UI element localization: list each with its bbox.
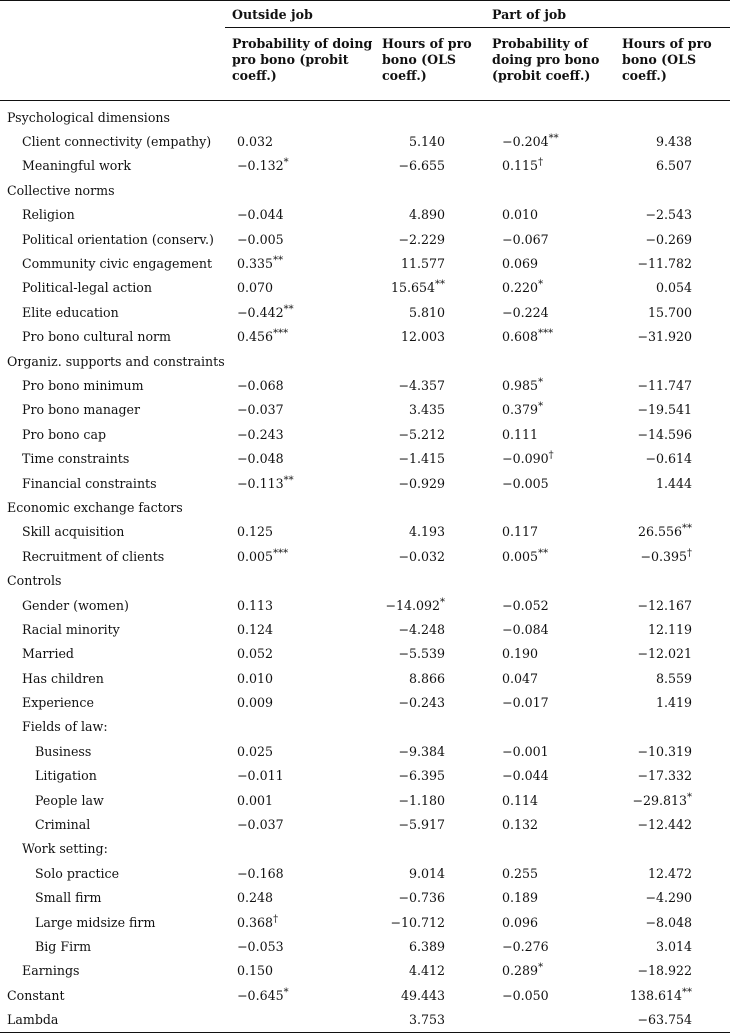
cell-part-probability: −0.044 xyxy=(502,768,549,784)
row-label: Pro bono manager xyxy=(22,402,141,418)
row-label: Has children xyxy=(22,670,104,686)
cell-outside-hours: 12.003 xyxy=(400,329,446,345)
cell-part-probability xyxy=(485,1007,615,1032)
cell-part-hours: −2.543 xyxy=(645,207,693,223)
cell-outside-probability: −0.037 xyxy=(237,402,284,418)
cell-outside-probability: −0.044 xyxy=(237,207,284,223)
cell-outside-probability: −0.005 xyxy=(237,231,284,247)
cell-outside-hours: 49.443 xyxy=(400,987,446,1003)
cell-outside-hours: 3.435 xyxy=(408,402,446,418)
row-label: Solo practice xyxy=(35,865,120,881)
cell-outside-hours xyxy=(375,101,485,130)
table-row xyxy=(0,666,730,690)
row-label: Work setting: xyxy=(22,841,108,857)
cell-outside-probability: 0.125 xyxy=(237,524,274,540)
row-label: Gender (women) xyxy=(22,597,129,613)
cell-outside-hours: 4.890 xyxy=(408,207,446,223)
table-row xyxy=(0,959,730,983)
row-label: Religion xyxy=(22,207,75,223)
cell-outside-hours: −2.229 xyxy=(398,231,446,247)
cell-part-hours xyxy=(615,349,730,373)
cell-outside-hours: −4.357 xyxy=(398,377,446,393)
row-label: Controls xyxy=(7,573,62,589)
cell-part-hours: −18.922 xyxy=(637,963,693,979)
cell-outside-probability: 0.001 xyxy=(237,792,274,808)
table-row xyxy=(0,471,730,495)
cell-part-probability xyxy=(485,101,615,130)
cell-outside-hours: −5.212 xyxy=(398,426,446,442)
row-label: Constant xyxy=(7,987,65,1003)
table-row xyxy=(0,544,730,568)
cell-part-hours: −0.269 xyxy=(645,231,693,247)
row-label: Earnings xyxy=(22,963,80,979)
cell-part-hours: −0.614 xyxy=(645,451,693,467)
cell-part-probability: −0.224 xyxy=(502,304,549,320)
table-row xyxy=(0,129,730,153)
cell-outside-hours: 9.014 xyxy=(408,865,446,881)
cell-part-probability: 0.189 xyxy=(502,890,539,906)
row-label: Lambda xyxy=(0,1007,225,1032)
cell-part-hours xyxy=(615,715,730,739)
table-row xyxy=(0,1007,730,1032)
cell-part-probability: −0.204** xyxy=(502,133,559,150)
cell-outside-probability xyxy=(225,1007,375,1032)
cell-part-hours: 26.556** xyxy=(637,523,693,540)
cell-part-hours: −12.442 xyxy=(637,817,693,833)
cell-outside-probability: −0.048 xyxy=(237,451,284,467)
row-label: Pro bono minimum xyxy=(22,377,144,393)
cell-outside-hours: 15.654** xyxy=(390,279,446,296)
cell-outside-probability: −0.053 xyxy=(237,938,284,954)
cell-part-probability: 0.117 xyxy=(502,524,539,540)
cell-part-probability: 0.379* xyxy=(502,401,544,418)
row-label: Small firm xyxy=(35,890,102,906)
group-outside-job: Outside job xyxy=(225,1,485,28)
cell-part-hours: −4.290 xyxy=(645,890,693,906)
table-row xyxy=(0,568,730,592)
cell-part-probability: −0.017 xyxy=(502,695,549,711)
row-label: Recruitment of clients xyxy=(22,548,165,564)
table-row xyxy=(0,276,730,300)
row-label: Criminal xyxy=(35,817,91,833)
table-row xyxy=(0,886,730,910)
cell-part-probability: 0.255 xyxy=(502,865,539,881)
cell-part-probability: 0.111 xyxy=(502,426,539,442)
cell-outside-probability: 0.032 xyxy=(237,134,274,150)
cell-outside-probability: −0.068 xyxy=(237,377,284,393)
cell-part-hours: −11.782 xyxy=(637,256,693,272)
cell-part-hours xyxy=(615,178,730,202)
table-row xyxy=(0,739,730,763)
cell-part-probability: −0.067 xyxy=(502,231,549,247)
table-header xyxy=(0,1,730,101)
row-label: Litigation xyxy=(35,768,97,784)
row-label: Large midsize firm xyxy=(35,914,156,930)
cell-outside-probability xyxy=(225,178,375,202)
cell-part-probability: 0.608*** xyxy=(502,328,554,345)
row-label: Organiz. supports and constraints xyxy=(7,353,225,369)
row-label: Skill acquisition xyxy=(22,524,125,540)
cell-part-probability: 0.190 xyxy=(502,646,539,662)
cell-outside-hours: −9.384 xyxy=(398,743,446,759)
cell-outside-probability xyxy=(225,715,375,739)
row-label: Political-legal action xyxy=(22,280,152,296)
cell-part-hours: 1.419 xyxy=(655,695,693,711)
cell-part-probability xyxy=(485,495,615,519)
table-row xyxy=(0,373,730,397)
table-row xyxy=(0,934,730,958)
cell-outside-hours: −6.655 xyxy=(398,158,446,174)
row-label: Client connectivity (empathy) xyxy=(22,134,212,150)
cell-outside-hours: −0.736 xyxy=(398,890,446,906)
cell-part-probability xyxy=(485,178,615,202)
col-header-part-hours: Hours of pro bono (OLS coeff.) xyxy=(615,28,730,101)
cell-outside-hours: 4.193 xyxy=(408,524,446,540)
cell-part-probability: 0.985* xyxy=(502,376,544,393)
row-label: Experience xyxy=(22,695,94,711)
table-row xyxy=(0,861,730,885)
table-row xyxy=(0,349,730,373)
row-label: Big Firm xyxy=(35,938,92,954)
cell-part-probability: 0.114 xyxy=(502,792,539,808)
cell-part-probability: −0.050 xyxy=(502,987,549,1003)
cell-outside-hours: −10.712 xyxy=(390,914,446,930)
cell-part-hours: 1.444 xyxy=(655,475,693,491)
cell-outside-hours: −4.248 xyxy=(398,621,446,637)
row-label: Time constraints xyxy=(22,451,130,467)
cell-outside-probability: 0.113 xyxy=(237,597,274,613)
cell-outside-probability: 0.456*** xyxy=(237,328,289,345)
row-label: Pro bono cap xyxy=(22,426,107,442)
row-label: Meaningful work xyxy=(22,158,131,174)
cell-part-probability: −0.084 xyxy=(502,621,549,637)
table-row xyxy=(0,788,730,812)
stub-header xyxy=(0,1,225,28)
table-row xyxy=(0,910,730,934)
cell-part-probability: −0.052 xyxy=(502,597,549,613)
cell-outside-probability: 0.009 xyxy=(237,695,274,711)
table-row xyxy=(0,617,730,641)
cell-outside-hours: 11.577 xyxy=(400,256,446,272)
cell-outside-hours xyxy=(375,715,485,739)
cell-part-probability xyxy=(485,568,615,592)
cell-outside-probability: 0.368† xyxy=(237,913,279,930)
col-header-outside-probability: Probability of doing pro bono (probit coeff.) xyxy=(225,28,375,101)
row-label: Political orientation (conserv.) xyxy=(22,231,214,247)
cell-part-probability: −0.001 xyxy=(502,743,549,759)
cell-part-hours: −10.319 xyxy=(637,743,693,759)
cell-outside-probability xyxy=(225,495,375,519)
row-label: Elite education xyxy=(22,304,119,320)
cell-outside-hours: −0.032 xyxy=(398,548,446,564)
cell-part-probability: −0.090† xyxy=(502,450,554,467)
cell-outside-probability: 0.052 xyxy=(237,646,274,662)
cell-outside-hours: 5.140 xyxy=(408,134,446,150)
cell-part-hours: −12.167 xyxy=(637,597,693,613)
row-label: Economic exchange factors xyxy=(7,499,183,515)
cell-part-hours xyxy=(615,495,730,519)
cell-part-hours: −11.747 xyxy=(637,377,693,393)
cell-part-probability: 0.096 xyxy=(502,914,539,930)
table-row xyxy=(0,764,730,788)
cell-part-hours: −19.541 xyxy=(637,402,693,418)
cell-part-hours: −17.332 xyxy=(637,768,693,784)
table-row xyxy=(0,300,730,324)
cell-part-probability: 0.132 xyxy=(502,817,539,833)
cell-part-probability: 0.047 xyxy=(502,670,539,686)
table-row xyxy=(0,446,730,470)
cell-part-probability xyxy=(485,715,615,739)
cell-part-hours: 3.014 xyxy=(655,938,693,954)
row-label: Pro bono cultural norm xyxy=(22,329,171,345)
cell-outside-hours: 8.866 xyxy=(408,670,446,686)
table-row xyxy=(0,422,730,446)
cell-outside-hours xyxy=(375,349,485,373)
cell-part-hours: −0.395† xyxy=(640,547,693,564)
cell-part-probability: −0.005 xyxy=(502,475,549,491)
row-label: Married xyxy=(22,646,74,662)
cell-part-hours: 15.700 xyxy=(647,304,693,320)
row-label: Psychological dimensions xyxy=(7,109,170,125)
row-label: Collective norms xyxy=(7,182,115,198)
cell-outside-hours: 5.810 xyxy=(408,304,446,320)
cell-outside-hours: −5.917 xyxy=(398,817,446,833)
row-label: People law xyxy=(35,792,104,808)
table-row xyxy=(0,812,730,836)
table-row xyxy=(0,154,730,178)
table-row xyxy=(0,715,730,739)
table-row xyxy=(0,837,730,861)
table-row xyxy=(0,325,730,349)
cell-outside-probability: 0.070 xyxy=(237,280,274,296)
cell-outside-probability xyxy=(225,101,375,130)
cell-part-hours: 9.438 xyxy=(655,134,693,150)
cell-part-hours: −12.021 xyxy=(637,646,693,662)
row-label: Racial minority xyxy=(22,621,120,637)
cell-outside-hours: 3.753 xyxy=(375,1007,485,1032)
table-row xyxy=(0,101,730,130)
cell-outside-hours xyxy=(375,837,485,861)
cell-part-probability: 0.010 xyxy=(502,207,539,223)
cell-part-probability xyxy=(485,349,615,373)
cell-outside-hours xyxy=(375,568,485,592)
table-row xyxy=(0,495,730,519)
cell-part-hours: 12.472 xyxy=(647,865,693,881)
cell-outside-hours: −1.415 xyxy=(398,451,446,467)
stub-header-blank xyxy=(0,28,225,101)
cell-outside-probability: −0.011 xyxy=(237,768,284,784)
cell-part-probability: 0.069 xyxy=(502,256,539,272)
col-header-part-probability: Probability of doing pro bono (probit coeff.) xyxy=(485,28,615,101)
row-label: Community civic engagement xyxy=(22,256,213,272)
cell-part-hours: −63.754 xyxy=(615,1007,730,1032)
cell-outside-hours: −0.929 xyxy=(398,475,446,491)
table-row xyxy=(0,227,730,251)
cell-outside-hours xyxy=(375,178,485,202)
cell-outside-probability: 0.248 xyxy=(237,890,274,906)
cell-outside-probability: −0.113** xyxy=(237,474,294,491)
cell-outside-probability: −0.442** xyxy=(237,303,294,320)
cell-outside-probability xyxy=(225,568,375,592)
table-row xyxy=(0,203,730,227)
cell-outside-hours: 6.389 xyxy=(408,938,446,954)
table-row xyxy=(0,520,730,544)
cell-part-hours: 0.054 xyxy=(655,280,693,296)
cell-outside-probability: 0.025 xyxy=(237,743,274,759)
cell-outside-probability: 0.005*** xyxy=(237,547,289,564)
cell-outside-probability: −0.168 xyxy=(237,865,284,881)
cell-part-probability: −0.276 xyxy=(502,938,549,954)
cell-outside-hours: 4.412 xyxy=(408,963,446,979)
cell-part-hours: 138.614** xyxy=(629,986,693,1003)
cell-part-hours xyxy=(615,568,730,592)
cell-outside-probability xyxy=(225,349,375,373)
cell-part-hours: −29.813* xyxy=(632,791,693,808)
table-row xyxy=(0,983,730,1007)
row-label: Financial constraints xyxy=(22,475,157,491)
row-label: Fields of law: xyxy=(22,719,108,735)
row-label: Business xyxy=(35,743,92,759)
cell-outside-probability: 0.010 xyxy=(237,670,274,686)
cell-outside-probability: −0.645* xyxy=(237,986,289,1003)
cell-outside-probability: 0.124 xyxy=(237,621,274,637)
col-header-outside-hours: Hours of pro bono (OLS coeff.) xyxy=(375,28,485,101)
cell-outside-hours: −1.180 xyxy=(398,792,446,808)
cell-outside-probability: −0.243 xyxy=(237,426,284,442)
cell-outside-probability xyxy=(225,837,375,861)
cell-part-hours xyxy=(615,101,730,130)
cell-part-hours xyxy=(615,837,730,861)
cell-outside-probability: −0.037 xyxy=(237,817,284,833)
group-part-of-job: Part of job xyxy=(485,1,730,28)
cell-outside-hours: −6.395 xyxy=(398,768,446,784)
table-row xyxy=(0,398,730,422)
cell-part-hours: −8.048 xyxy=(645,914,693,930)
cell-part-hours: 8.559 xyxy=(655,670,693,686)
cell-outside-probability: −0.132* xyxy=(237,157,289,174)
cell-outside-hours xyxy=(375,495,485,519)
cell-part-probability: 0.005** xyxy=(502,547,549,564)
table-row xyxy=(0,642,730,666)
table-body xyxy=(0,101,730,1033)
cell-part-probability: 0.220* xyxy=(502,279,544,296)
table-row xyxy=(0,178,730,202)
cell-outside-probability: 0.335** xyxy=(237,255,284,272)
cell-part-probability: 0.289* xyxy=(502,962,544,979)
cell-outside-hours: −14.092* xyxy=(385,596,446,613)
cell-part-hours: 12.119 xyxy=(647,621,693,637)
cell-outside-hours: −5.539 xyxy=(398,646,446,662)
cell-part-hours: −31.920 xyxy=(637,329,693,345)
cell-part-hours: −14.596 xyxy=(637,426,693,442)
cell-part-hours: 6.507 xyxy=(655,158,693,174)
cell-part-probability: 0.115† xyxy=(502,157,544,174)
table-row xyxy=(0,690,730,714)
cell-outside-hours: −0.243 xyxy=(398,695,446,711)
cell-outside-probability: 0.150 xyxy=(237,963,274,979)
table-row xyxy=(0,251,730,275)
table-row xyxy=(0,593,730,617)
cell-part-probability xyxy=(485,837,615,861)
